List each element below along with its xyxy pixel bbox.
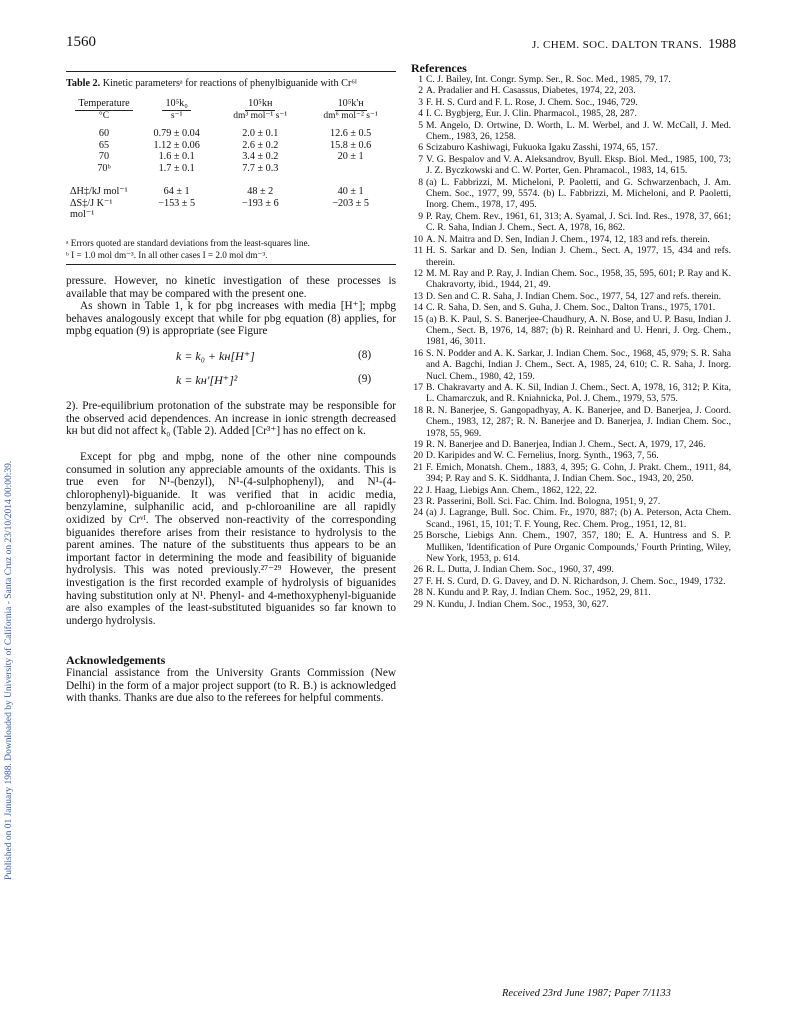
reference-text: A. Pradalier and H. Casassus, Diabetes, 1974, 22, 203.	[426, 85, 636, 97]
table-param-row	[70, 186, 396, 198]
reference-item	[411, 268, 731, 291]
reference-item	[411, 507, 731, 530]
reference-number: 3	[418, 96, 423, 108]
reference-item	[411, 405, 731, 439]
table-cell: ΔS‡/J K⁻¹ mol⁻¹	[70, 197, 113, 220]
table-cell: −193 ± 6	[241, 197, 279, 209]
reference-item	[411, 85, 731, 96]
reference-number: 2	[418, 85, 423, 97]
table-cell: 65	[98, 139, 110, 151]
table-header-row	[70, 98, 396, 111]
table-cell: 64 ± 1	[163, 186, 190, 197]
reference-number: 5	[418, 119, 423, 131]
reference-item	[411, 314, 731, 348]
download-stamp-text: Published on 01 January 1988. Downloaded by University of California - Santa Cruz on 23/10/2014 00:00:39.	[4, 460, 14, 880]
table-cell: 15.8 ± 0.6	[330, 139, 372, 151]
reference-number: 26	[413, 564, 423, 576]
reference-item	[411, 450, 731, 461]
reference-text: F. Emich, Monatsh. Chem., 1883, 4, 395; G. Cohn, J. Prakt. Chem., 1911, 84, 394; P. Ray and S. K. Siddhanta, J. Indian Chem. Soc., 1943, 20, 250.	[426, 461, 731, 485]
references-heading: References	[411, 61, 467, 75]
table-cell: 70	[98, 151, 110, 162]
reference-number: 10	[413, 233, 423, 245]
reference-number: 28	[413, 587, 423, 599]
table-cell: ΔH‡/kJ mol⁻¹	[70, 186, 128, 197]
reference-text: (a) B. K. Paul, S. S. Banerjee-Chaudhury, A. N. Bose, and U. P. Basu, Indian J. Chem., Sect. B, 1976, 14, 887; (b) R. Reinhard and U. Henri, J. Org. Chem., 1981, 46, 3011.	[426, 313, 731, 348]
reference-text: Scizaburo Kashiwagi, Fukuoka Igaku Zasshi, 1974, 65, 157.	[426, 142, 658, 154]
col-unit-3: dm⁶ mol⁻² s⁻¹	[323, 110, 378, 121]
reference-number: 25	[413, 530, 423, 542]
table-cell: 60	[98, 128, 110, 139]
reference-text: I. C. Bygbjerg, Eur. J. Clin. Pharmacol., 1985, 28, 287.	[426, 108, 637, 120]
reference-number: 27	[413, 575, 423, 587]
reference-item	[411, 97, 731, 108]
reference-number: 12	[413, 267, 423, 279]
reference-number: 18	[413, 404, 423, 416]
table-cell: 20 ± 1	[337, 151, 364, 162]
table-row	[70, 151, 396, 163]
reference-item	[411, 177, 731, 211]
reference-item	[411, 74, 731, 85]
table-param-row	[70, 198, 396, 221]
col-head-3: 10⁵k'ʜ	[305, 98, 396, 111]
table-footnote-a: ᵃ Errors quoted are standard deviations from the least-squares line.	[66, 238, 310, 248]
reference-item	[411, 234, 731, 245]
reference-item	[411, 576, 731, 587]
body-paragraph-4: Except for pbg and mpbg, none of the other nine compounds consumed in solution any appreciable amounts of the oxidants. This is true even for N¹-(benzyl), N¹-(4-sulphophenyl), and N¹-(4-chlorophenyl)-biguanide. It was verified that in acidic media, benzylamine, sulphanilic acid, and p-chloroaniline are all rapidly oxidized by Crᵛᴵ. The observed non-reactivity of the corresponding biguanides therefore arises from their resistance to hydrolysis to the parent amines. The nature of the substituents thus appears to be an important factor in determining the mode and feasibility of biguanide hydrolysis. This was noted previously.²⁷⁻²⁹ However, the present investigation is the first recorded example of hydrolysis of biguanides having substitution only at N¹. Phenyl- and 4-methoxyphenyl-biguanide are also examples of the least-substituted biguanides so far known to undergo hydrolysis.	[66, 451, 396, 627]
reference-item	[411, 154, 731, 177]
table-cell: 1.12 ± 0.06	[153, 139, 200, 151]
table-top-rule	[66, 71, 396, 72]
table-cell: 1.7 ± 0.1	[158, 162, 195, 174]
reference-number: 13	[413, 290, 423, 302]
reference-text: D. Karipides and W. C. Fernelius, Inorg. Synth., 1963, 7, 56.	[426, 450, 659, 462]
reference-text: J. Haag, Liebigs Ann. Chem., 1862, 122, 22.	[426, 484, 597, 496]
running-head	[532, 37, 736, 53]
journal-name: J. CHEM. SOC. DALTON TRANS.	[532, 39, 703, 51]
reference-item	[411, 564, 731, 575]
equation-8: k = k₀ + kʜ[H⁺]	[176, 349, 255, 363]
table-bottom-rule	[66, 264, 396, 265]
reference-item	[411, 245, 731, 268]
equation-9: k = kʜ'[H⁺]²	[176, 373, 238, 387]
reference-text: F. H. S. Curd and F. L. Rose, J. Chem. Soc., 1946, 729.	[426, 96, 638, 108]
reference-text: N. Kundu, J. Indian Chem. Soc., 1953, 30, 627.	[426, 598, 609, 610]
reference-text: A. N. Maitra and D. Sen, Indian J. Chem., 1974, 12, 183 and refs. therein.	[426, 233, 710, 245]
reference-text: M. M. Ray and P. Ray, J. Indian Chem. Soc., 1958, 35, 595, 601; P. Ray and K. Chakravorty, ibid., 1944, 21, 49.	[426, 267, 731, 291]
table-footnotes	[66, 238, 396, 261]
reference-number: 4	[418, 108, 423, 120]
reference-number: 24	[413, 507, 423, 519]
body-paragraph-2: As shown in Table 1, k for pbg increases with media [H⁺]; mpbg behaves analogously except that while for pbg equation (8) applies, for mpbg equation (9) is appropriate (see Figure	[66, 300, 396, 338]
reference-text: R. N. Banerjee and D. Banerjea, Indian J. Chem., Sect. A, 1979, 17, 246.	[426, 439, 706, 450]
table-cell: 7.7 ± 0.3	[242, 162, 279, 174]
table-cell: 40 ± 1	[337, 186, 364, 197]
table-cell: 48 ± 2	[247, 186, 274, 197]
reference-item	[411, 382, 731, 405]
table-cell: 1.6 ± 0.1	[158, 151, 195, 162]
table-cell: −153 ± 5	[158, 197, 196, 209]
table-cell: 2.6 ± 0.2	[242, 139, 279, 151]
col-head-0: Temperature	[70, 98, 138, 111]
reference-text: Borsche, Liebigs Ann. Chem., 1907, 357, 180; E. A. Huntress and S. P. Mulliken, 'Identification of Pure Organic Compounds,' Fourth Printing, Wiley, New York, 1953, p. 614.	[426, 530, 731, 565]
reference-text: V. G. Bespalov and V. A. Aleksandrov, Byull. Eksp. Biol. Med., 1985, 100, 73; J. Z. Byczkowski and C. W. Porter, Gen. Phramacol., 1983, 14, 615.	[426, 153, 731, 177]
reference-item	[411, 142, 731, 153]
download-stamp	[4, 160, 16, 880]
reference-text: P. Ray, Chem. Rev., 1961, 61, 313; A. Syamal, J. Sci. Ind. Res., 1978, 37, 661; C. R. Saha, Indian J. Chem., Sect. A, 1978, 16, 862.	[426, 210, 731, 234]
reference-number: 23	[413, 496, 423, 508]
reference-number: 17	[413, 381, 423, 393]
acknowledgements-heading: Acknowledgements	[66, 653, 166, 667]
reference-number: 20	[413, 450, 423, 462]
reference-number: 14	[413, 302, 423, 314]
col-head-1: 10⁵k₀	[138, 98, 215, 111]
acknowledgements-text: Financial assistance from the University Grants Commission (New Delhi) in the form of a major project support (to R. B.) is acknowledged with thanks. Thanks are due also to the referees for helpful comments.	[66, 667, 396, 705]
table-caption	[66, 77, 396, 90]
table-cell: 70ᵇ	[97, 162, 111, 174]
received-date: Received 23rd June 1987; Paper 7/1133	[502, 988, 671, 999]
journal-year: 1988	[708, 37, 737, 52]
reference-number: 15	[413, 313, 423, 325]
table-cell: 12.6 ± 0.5	[330, 128, 372, 139]
body-paragraph-1: pressure. However, no kinetic investigation of these processes is available that may be compared with the present one.	[66, 275, 396, 300]
reference-text: M. Angelo, D. Ortwine, D. Worth, L. M. Werbel, and J. W. McCall, J. Med. Chem., 1983, 26, 1258.	[426, 119, 731, 143]
reference-item	[411, 587, 731, 598]
table-caption-label: Table 2.	[66, 78, 101, 89]
reference-text: R. Passerini, Boll. Sci. Fac. Chim. Ind. Bologna, 1951, 9, 27.	[426, 496, 661, 508]
table-cell	[305, 163, 396, 175]
reference-number: 19	[413, 439, 423, 450]
reference-item	[411, 108, 731, 119]
reference-item	[411, 211, 731, 234]
reference-number: 9	[418, 210, 423, 222]
reference-text: R. L. Dutta, J. Indian Chem. Soc., 1960, 37, 499.	[426, 564, 614, 576]
reference-number: 1	[418, 74, 423, 85]
reference-number: 11	[413, 245, 423, 257]
reference-item	[411, 599, 731, 610]
table-footnote-b: ᵇ I = 1.0 mol dm⁻³. In all other cases I = 2.0 mol dm⁻³.	[66, 249, 268, 260]
reference-item	[411, 462, 731, 485]
reference-text: H. S. Sarkar and D. Sen, Indian J. Chem., Sect. A, 1977, 15, 434 and refs. therein.	[426, 245, 731, 268]
reference-text: R. N. Banerjee, S. Gangopadhyay, A. K. Banerjee, and D. Banerjea, J. Coord. Chem., 1983, 12, 287; R. N. Banerjee and D. Banerjea, J. Indian Chem. Soc., 1978, 55, 969.	[426, 404, 731, 439]
col-head-2: 10⁵kʜ	[215, 98, 305, 111]
reference-item	[411, 496, 731, 507]
equation-8-number: (8)	[358, 349, 372, 361]
kinetic-parameters-table	[70, 98, 396, 221]
reference-number: 21	[413, 461, 423, 473]
reference-item	[411, 530, 731, 564]
reference-text: F. H. S. Curd, D. G. Davey, and D. N. Richardson, J. Chem. Soc., 1949, 1732.	[426, 575, 726, 587]
table-cell: 2.0 ± 0.1	[242, 128, 279, 139]
reference-text: B. Chakravarty and A. K. Sil, Indian J. Chem., Sect. A, 1978, 16, 312; P. Kita, L. Chamarczuk, and R. Kniahnicka, Pol. J. Chem., 1979, 53, 575.	[426, 381, 731, 405]
references-list	[411, 74, 731, 610]
reference-item	[411, 302, 731, 313]
reference-item	[411, 439, 731, 450]
table-cell: 3.4 ± 0.2	[242, 151, 279, 162]
reference-text: (a) L. Fabbrizzi, M. Micheloni, P. Paoletti, and G. Schwarzenbach, J. Am. Chem. Soc., 1977, 99, 5574. (b) L. Fabbrizzi, M. Micheloni, and P. Paoletti, Inorg. Chem., 1978, 17, 495.	[426, 176, 731, 211]
reference-item	[411, 485, 731, 496]
table-caption-text: Kinetic parametersᵃ for reactions of phenylbiguanide with Cr⁶ᴵ	[102, 78, 357, 89]
table-units-row	[70, 111, 396, 123]
reference-item	[411, 120, 731, 143]
reference-text: (a) J. Lagrange, Bull. Soc. Chim. Fr., 1970, 887; (b) A. Peterson, Acta Chem. Scand., 1961, 15, 101; T. F. Young, Rec. Chem. Prog., 1951, 12, 81.	[426, 507, 731, 530]
page-number: 1560	[66, 34, 96, 50]
table-row	[70, 140, 396, 152]
col-unit-0: °C	[98, 110, 110, 121]
equation-9-number: (9)	[358, 373, 372, 385]
reference-number: 16	[413, 347, 423, 359]
table-cell: −203 ± 5	[332, 197, 370, 209]
table-cell: 0.79 ± 0.04	[153, 128, 200, 139]
reference-text: C. R. Saha, D. Sen, and S. Guha, J. Chem. Soc., Dalton Trans., 1975, 1701.	[426, 302, 716, 314]
reference-number: 8	[418, 176, 423, 188]
reference-text: S. N. Podder and A. K. Sarkar, J. Indian Chem. Soc., 1968, 45, 979; S. R. Saha and A. Bagchi, Indian J. Chem., Sect. A, 1985, 24, 610; C. R. Saha, J. Inorg. Nucl. Chem., 1980, 42, 159.	[426, 347, 731, 382]
table-row	[70, 128, 396, 140]
table-row	[70, 163, 396, 175]
reference-number: 6	[418, 142, 423, 154]
reference-text: D. Sen and C. R. Saha, J. Indian Chem. Soc., 1977, 54, 127 and refs. therein.	[426, 290, 721, 302]
reference-item	[411, 291, 731, 302]
col-unit-2: dm³ mol⁻¹ s⁻¹	[233, 110, 288, 121]
body-paragraph-3: 2). Pre-equilibrium protonation of the substrate may be responsible for the observed acid dependences. An increase in ionic strength decreased kʜ but did not affect k₀ (Table 2). Added [Cr³⁺] has no effect on k.	[66, 400, 396, 438]
reference-text: N. Kundu and P. Ray, J. Indian Chem. Soc., 1952, 29, 811.	[426, 587, 651, 599]
reference-number: 29	[413, 598, 423, 610]
reference-number: 22	[413, 484, 423, 496]
reference-text: C. J. Bailey, Int. Congr. Symp. Ser., R. Soc. Med., 1985, 79, 17.	[426, 74, 671, 85]
reference-number: 7	[418, 153, 423, 165]
reference-item	[411, 348, 731, 382]
col-unit-1: s⁻¹	[170, 110, 183, 121]
